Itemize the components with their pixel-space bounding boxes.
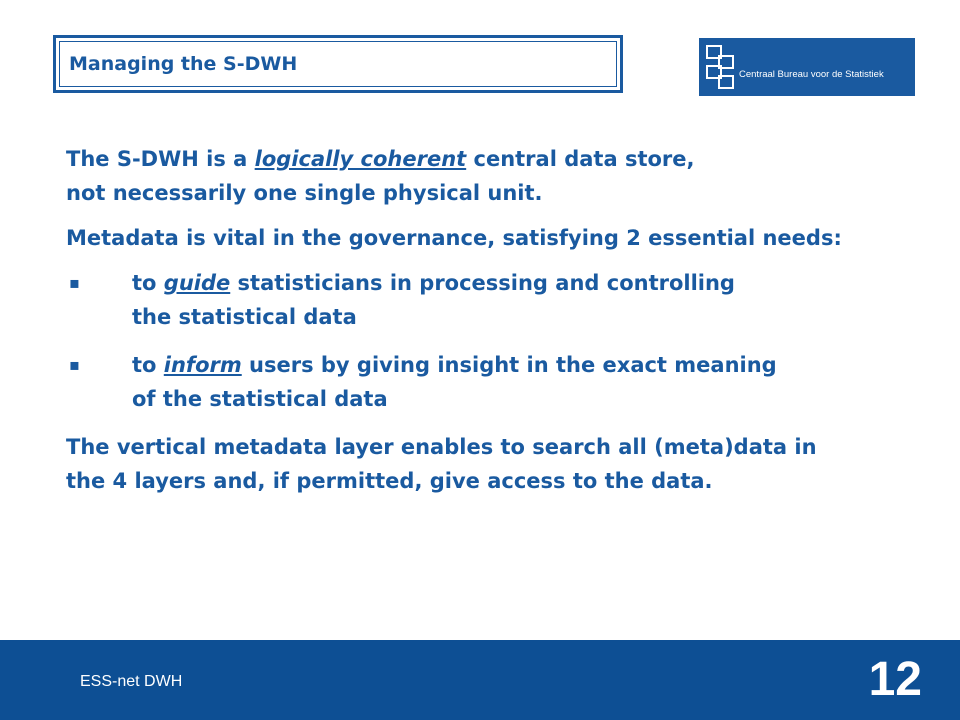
p1-text-post: central data store, <box>466 147 695 171</box>
bullet-2-pre: to <box>132 353 164 377</box>
p2-text: Metadata is vital in the governance, satisfying 2 essential needs: <box>66 226 842 250</box>
bullet-1-line2: the statistical data <box>132 305 357 329</box>
slide-title-inner <box>59 41 617 87</box>
bullet-item <box>66 348 936 416</box>
bullet-square-icon: ▪ <box>69 273 80 292</box>
p1-line2: not necessarily one single physical unit. <box>66 181 543 205</box>
page-number: 12 <box>868 653 922 706</box>
p1-text-pre: The S-DWH is a <box>66 147 255 171</box>
p3-line1: The vertical metadata layer enables to search all (meta)data in <box>66 435 817 459</box>
bullet-2-line2: of the statistical data <box>132 387 388 411</box>
paragraph-vertical-layer <box>66 430 936 498</box>
bullet-1-pre: to <box>132 271 164 295</box>
bullet-2-emphasis: inform <box>163 353 242 377</box>
slide-title-box <box>53 35 623 93</box>
cbs-logo <box>699 38 915 96</box>
logo-text: Centraal Bureau voor de Statistiek <box>739 68 884 80</box>
bullet-1-emphasis: guide <box>163 271 231 295</box>
p1-emphasis: logically coherent <box>254 147 467 171</box>
slide-title: Managing the S-DWH <box>69 53 298 75</box>
bullet-1-post: statisticians in processing and controlling <box>230 271 735 295</box>
p3-line2: the 4 layers and, if permitted, give access to the data. <box>66 469 713 493</box>
paragraph-sdwh <box>66 142 936 210</box>
bullet-item <box>66 266 936 334</box>
slide-content <box>66 142 936 509</box>
footer-bar <box>0 640 960 720</box>
bullet-text <box>132 348 936 416</box>
bullet-text <box>132 266 936 334</box>
bullet-square-icon: ▪ <box>69 355 80 374</box>
bullet-2-post: users by giving insight in the exact meaning <box>241 353 777 377</box>
cbs-logo-icon <box>705 44 735 90</box>
footer-label: ESS-net DWH <box>80 673 183 690</box>
paragraph-metadata <box>66 221 936 255</box>
